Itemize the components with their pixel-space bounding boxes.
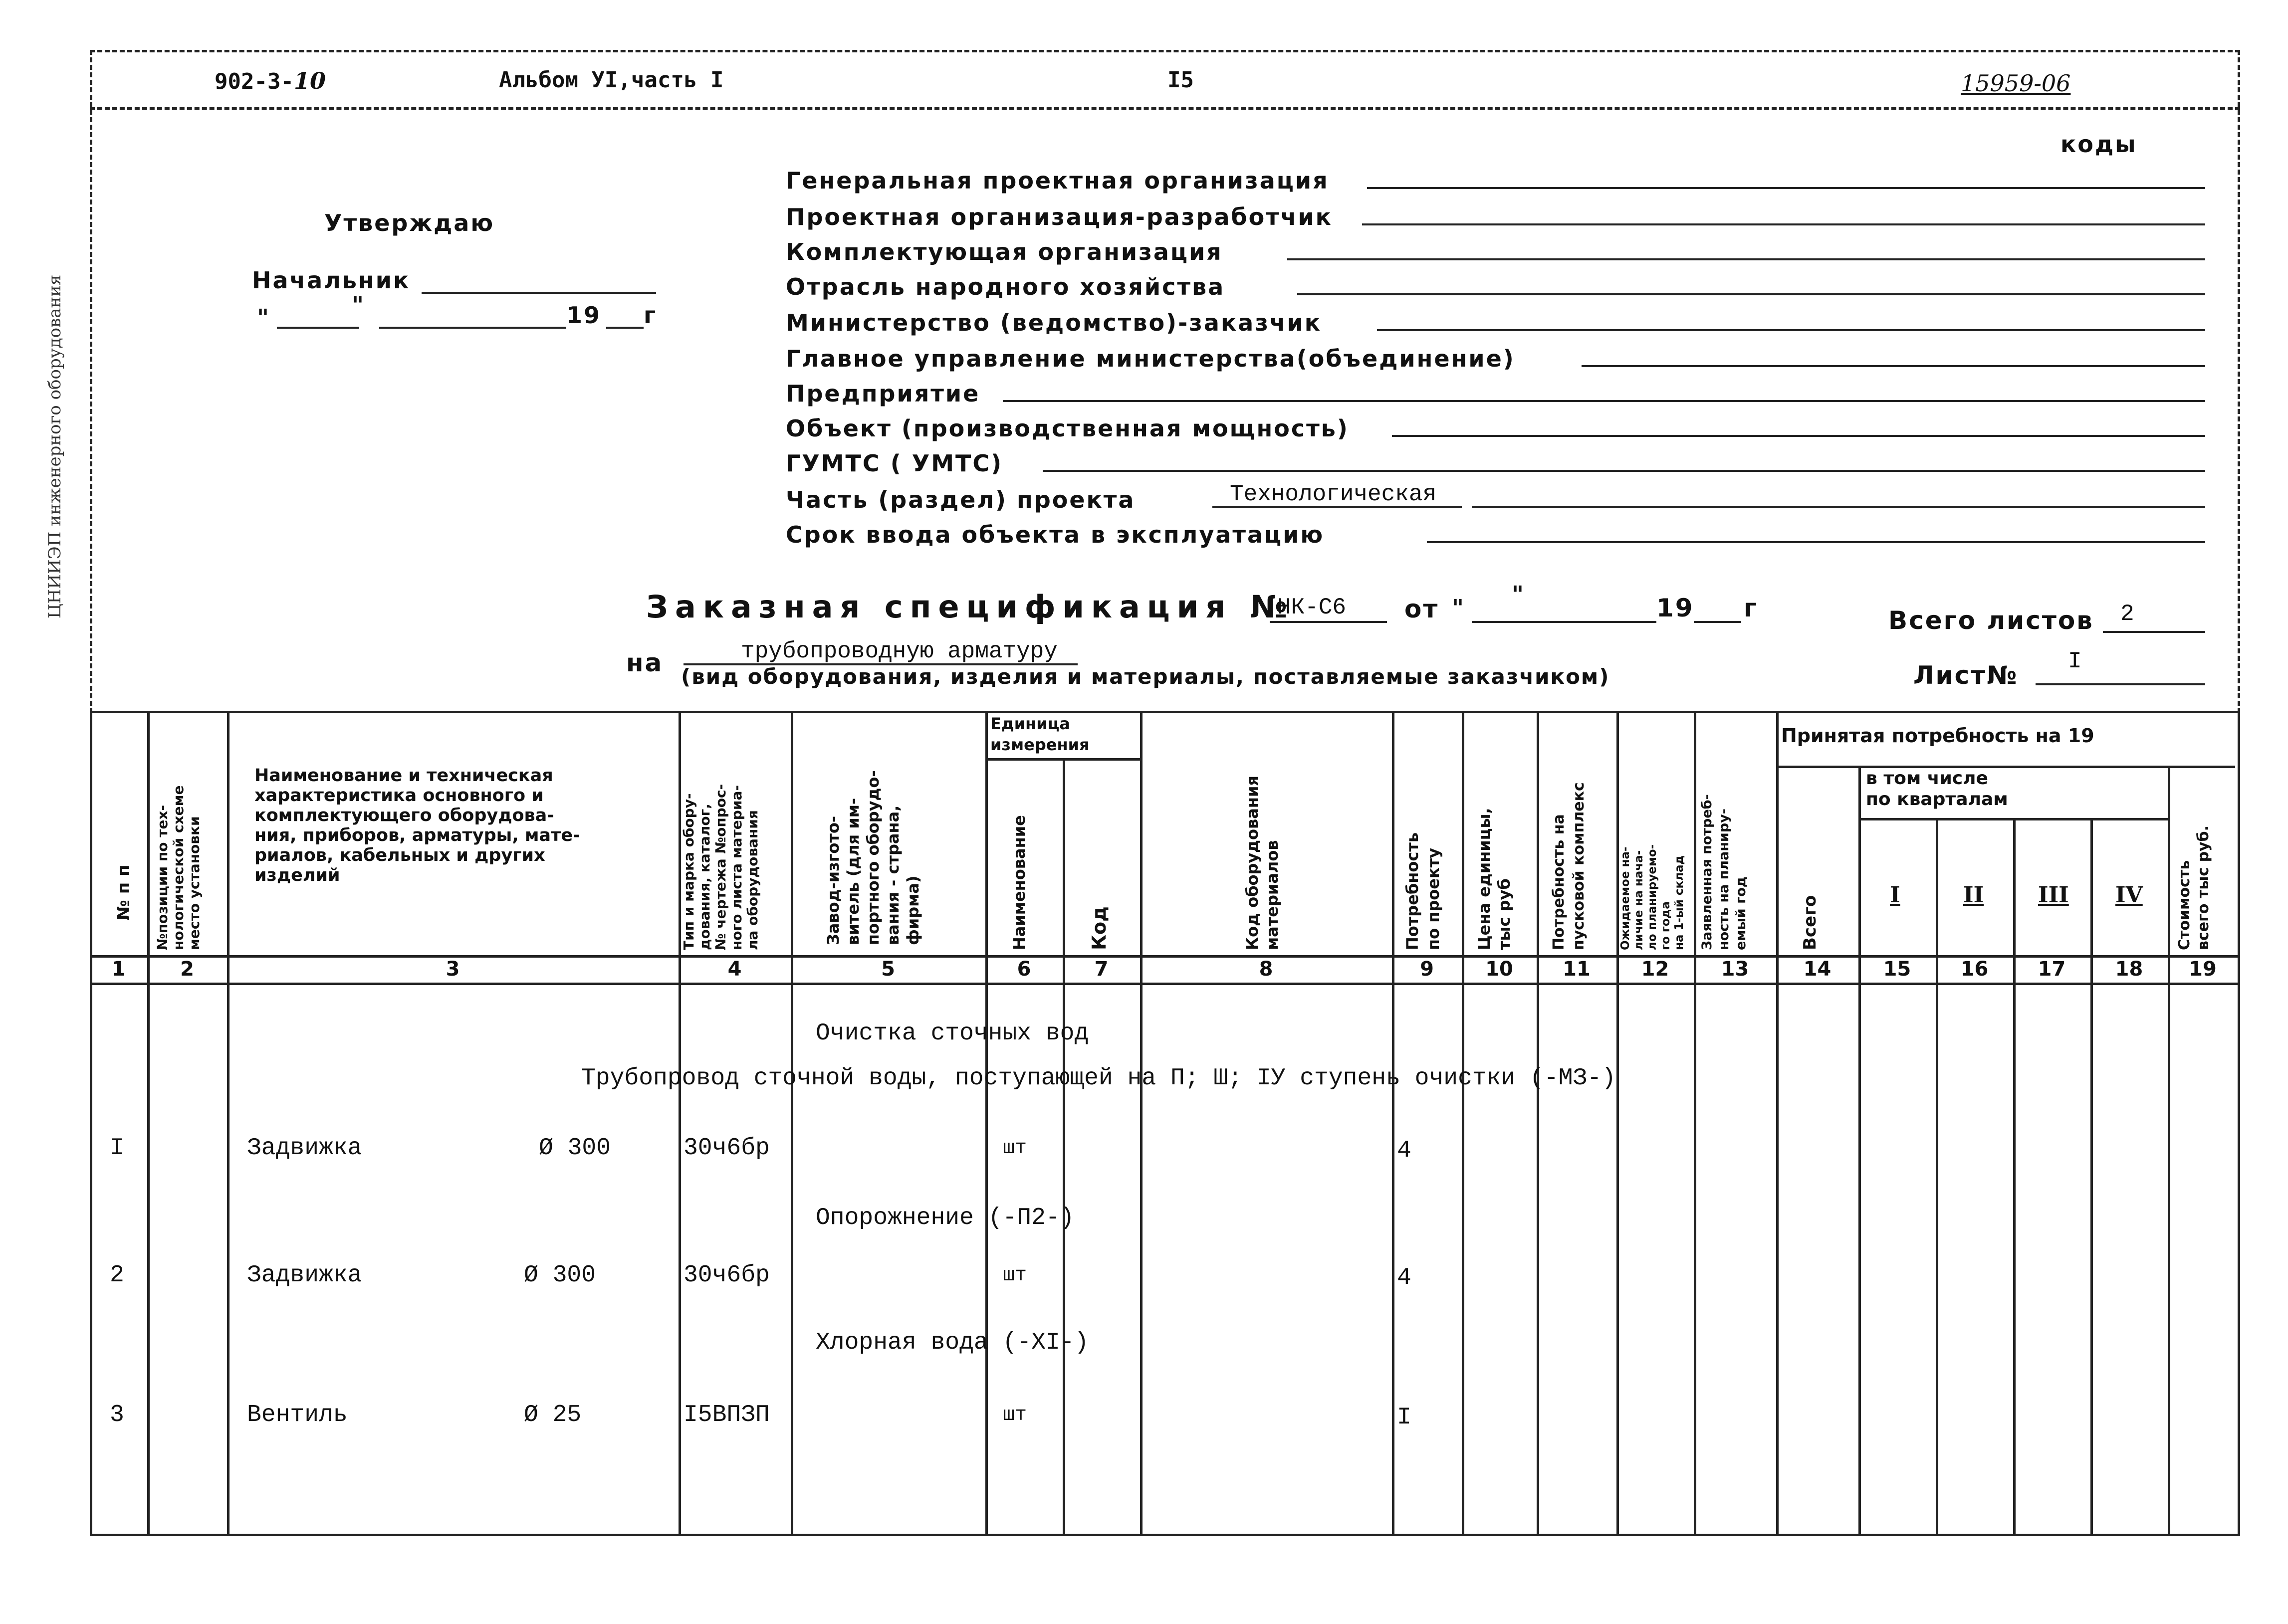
field-project-part: Часть (раздел) проекта — [786, 486, 1136, 513]
field-general-org-line — [1367, 187, 2205, 189]
sheet-label: Лист№ — [1913, 661, 2019, 690]
spec-year: 19 — [1656, 594, 1694, 622]
row-item-name: Вентиль — [247, 1402, 348, 1428]
row-item-name: Задвижка — [247, 1262, 362, 1289]
approve-day-line — [277, 327, 359, 329]
codes-label: коды — [2060, 131, 2137, 158]
row-item-unit: шт — [1003, 1137, 1027, 1160]
approve-title: Утверждаю — [324, 209, 495, 236]
col-number: 1 — [111, 958, 126, 981]
col-header-manufacturer: Завод-изгото- витель (для им- портного оборудо- вания - страна, фирма) — [824, 770, 922, 945]
row-item-qty: I — [1397, 1404, 1411, 1431]
field-main-directorate-line — [1582, 365, 2205, 367]
row-item-type: 30ч6бр — [684, 1262, 770, 1289]
spec-date-quote-open: " — [1452, 595, 1465, 621]
vline-6 — [1063, 758, 1065, 1534]
approve-month-line — [379, 327, 566, 329]
row-item-size: Ø 300 — [524, 1262, 596, 1289]
col-number: 8 — [1259, 958, 1273, 981]
vline-1 — [147, 711, 150, 1534]
field-designer-org: Проектная организация-разработчик — [786, 203, 1333, 230]
row-item-qty: 4 — [1397, 1137, 1411, 1164]
col-number: 16 — [1960, 958, 1989, 981]
field-economy-branch-line — [1297, 293, 2205, 295]
col-header-q3: III — [2038, 882, 2069, 908]
field-supplier-org: Комплектующая организация — [786, 238, 1223, 265]
field-gumts: ГУМТС ( УМТС) — [786, 450, 1003, 477]
col-number: 13 — [1721, 958, 1749, 981]
col-header-q2: II — [1963, 882, 1984, 908]
vline-13 — [1776, 711, 1779, 1534]
col-header-expected-stock: Ожидаемое на- личие на нача- ло планируемо- го года на 1-ый склад — [1619, 844, 1686, 950]
row-item-unit: шт — [1003, 1264, 1027, 1287]
col-header-cost: Стоимость всего тыс руб. — [2176, 825, 2212, 950]
col-number: 11 — [1563, 958, 1591, 981]
chief-signature-line — [422, 292, 656, 294]
total-sheets-label: Всего листов — [1888, 606, 2094, 635]
spec-on-value: трубопроводную арматуру — [741, 638, 1058, 664]
field-commissioning-line — [1427, 541, 2205, 543]
col-number: 19 — [2189, 958, 2217, 981]
col-number: 3 — [446, 958, 460, 981]
col-number: 15 — [1883, 958, 1911, 981]
row-number: I — [110, 1135, 124, 1162]
vline-11 — [1616, 711, 1619, 1534]
vline-10 — [1537, 711, 1539, 1534]
section-caption: Опорожнение (-П2-) — [816, 1205, 1075, 1231]
row-item-name: Задвижка — [247, 1135, 362, 1162]
col-header-accepted-group: Принятая потребность на 19 — [1781, 725, 2094, 747]
col-header-startup-need: Потребность на пусковой комплекс — [1550, 782, 1588, 950]
specification-table — [90, 711, 2240, 1536]
col-header-unit-price: Цена единицы, тыс руб — [1475, 808, 1514, 950]
field-project-part-line — [1472, 506, 2205, 508]
col-header-project-need: Потребность по проекту — [1403, 832, 1443, 950]
col-header-unit-code: Код — [1088, 906, 1110, 950]
col-header-q4: IV — [2115, 882, 2143, 908]
col-number: 7 — [1094, 958, 1109, 981]
spec-on-caption: (вид оборудования, изделия и материалы, поставляемые заказчиком) — [681, 664, 1610, 689]
vline-4 — [791, 711, 793, 1534]
row-number: 2 — [110, 1262, 124, 1289]
col-number: 5 — [881, 958, 895, 981]
approve-date-close: " — [352, 292, 365, 319]
sheet-line — [2036, 683, 2205, 685]
vline-16 — [2013, 818, 2016, 1534]
approve-date-open: " — [257, 304, 270, 331]
vline-12 — [1694, 711, 1696, 1534]
section-caption: Трубопровод сточной воды, поступающей на П; Ш; IУ ступень очистки (-МЗ-) — [581, 1065, 1616, 1092]
col-number: 14 — [1803, 958, 1831, 981]
vline-17 — [2090, 818, 2093, 1534]
doc-code: 902-3-10 — [215, 67, 326, 94]
col-header-unit-group: Единица измерения — [990, 714, 1090, 754]
total-sheets-line — [2103, 631, 2205, 633]
row-item-size: Ø 25 — [524, 1402, 582, 1428]
total-sheets-value: 2 — [2120, 601, 2134, 627]
vline-18 — [2168, 766, 2170, 1534]
col-header-name: Наименование и техническая характеристика основного и комплектующего оборудова- ния, приборов, арматуры, мате- риалов, кабельных и других изделий — [254, 766, 580, 885]
row-number: 3 — [110, 1402, 124, 1428]
spec-date-line — [1472, 621, 1656, 623]
approve-year-suffix: г — [644, 302, 658, 329]
spec-year-suffix: г — [1744, 594, 1759, 622]
table-colnum-bottom — [90, 983, 2240, 985]
spec-date-quote-close: " — [1512, 581, 1525, 608]
field-enterprise-line — [1003, 400, 2205, 402]
table-bottom-border — [90, 1534, 2240, 1536]
col-number: 6 — [1017, 958, 1031, 981]
row-item-type: I5ВПЗП — [684, 1402, 770, 1428]
spec-number-line — [1270, 621, 1387, 623]
page-number: I5 — [1167, 67, 1194, 93]
col-header-equipment-code: Код оборудования материалов — [1243, 776, 1282, 950]
row-item-unit: шт — [1003, 1404, 1027, 1426]
col-header-number: № п п — [114, 864, 134, 920]
vline-5 — [985, 711, 988, 1534]
spec-from-label: от — [1404, 595, 1439, 623]
vline-2 — [227, 711, 229, 1534]
col-number: 9 — [1420, 958, 1434, 981]
approve-year-line — [606, 327, 644, 329]
col-header-declared-need: Заявленная потреб- ность на планиру- емый год — [1699, 794, 1749, 950]
table-top-border — [90, 711, 2240, 713]
field-ministry-line — [1377, 329, 2205, 331]
section-caption: Хлорная вода (-XI-) — [816, 1329, 1089, 1356]
sheet-value: I — [2068, 648, 2082, 674]
section-caption: Очистка сточных вод — [816, 1020, 1089, 1047]
approve-chief-label: Начальник — [252, 267, 411, 294]
col-number: 17 — [2038, 958, 2066, 981]
field-main-directorate: Главное управление министерства(объединение) — [786, 345, 1515, 372]
approve-year: 19 — [566, 302, 602, 329]
col-header-type: Тип и марка обору- дования, каталог, № чертежа №опрос- ного листа материа- ла оборудования — [681, 784, 761, 950]
album-label: Альбом УI,часть I — [499, 67, 724, 93]
vline-0 — [90, 711, 92, 1534]
col-header-quarters-group: в том числе по кварталам — [1866, 768, 2008, 810]
field-economy-branch: Отрасль народного хозяйства — [786, 273, 1225, 300]
row-item-type: 30ч6бр — [684, 1135, 770, 1162]
side-stamp-text: ЦНИИЭП инженерного оборудования — [45, 274, 65, 618]
vline-9 — [1462, 711, 1464, 1534]
spec-number: НК-С6 — [1277, 595, 1347, 620]
row-item-qty: 4 — [1397, 1264, 1411, 1291]
row-item-size: Ø 300 — [539, 1135, 611, 1162]
header-divider — [90, 107, 2240, 110]
col-header-position: №позиции по тех- нологической схеме место установки — [154, 785, 203, 950]
vline-19 — [2238, 711, 2240, 1534]
spec-on-label: на — [626, 648, 664, 677]
vline-14 — [1858, 766, 1861, 1534]
col-header-total: Всего — [1800, 895, 1820, 950]
vline-8 — [1392, 711, 1394, 1534]
field-object: Объект (производственная мощность) — [786, 415, 1349, 442]
col-number: 2 — [180, 958, 194, 981]
col-header-unit-name: Наименование — [1010, 815, 1029, 950]
vline-7 — [1140, 711, 1143, 1534]
inventory-number: 15959-06 — [1961, 70, 2071, 97]
col-number: 4 — [727, 958, 742, 981]
col-number: 12 — [1641, 958, 1669, 981]
field-enterprise: Предприятие — [786, 380, 980, 407]
field-object-line — [1392, 435, 2205, 437]
spec-year-line — [1694, 621, 1741, 623]
vline-15 — [1936, 818, 1938, 1534]
field-ministry: Министерство (ведомство)-заказчик — [786, 309, 1322, 336]
field-designer-org-line — [1362, 223, 2205, 225]
field-commissioning: Срок ввода объекта в эксплуатацию — [786, 521, 1325, 548]
col-number: 10 — [1485, 958, 1513, 981]
field-general-org: Генеральная проектная организация — [786, 167, 1329, 194]
field-gumts-line — [1043, 470, 2205, 472]
spec-title: Заказная спецификация № — [646, 589, 1295, 625]
col-number: 18 — [2115, 958, 2143, 981]
project-part-underline — [1212, 506, 1462, 508]
col-header-q1: I — [1890, 882, 1900, 908]
project-part-value: Технологическая — [1230, 481, 1437, 507]
field-supplier-org-line — [1287, 258, 2205, 260]
